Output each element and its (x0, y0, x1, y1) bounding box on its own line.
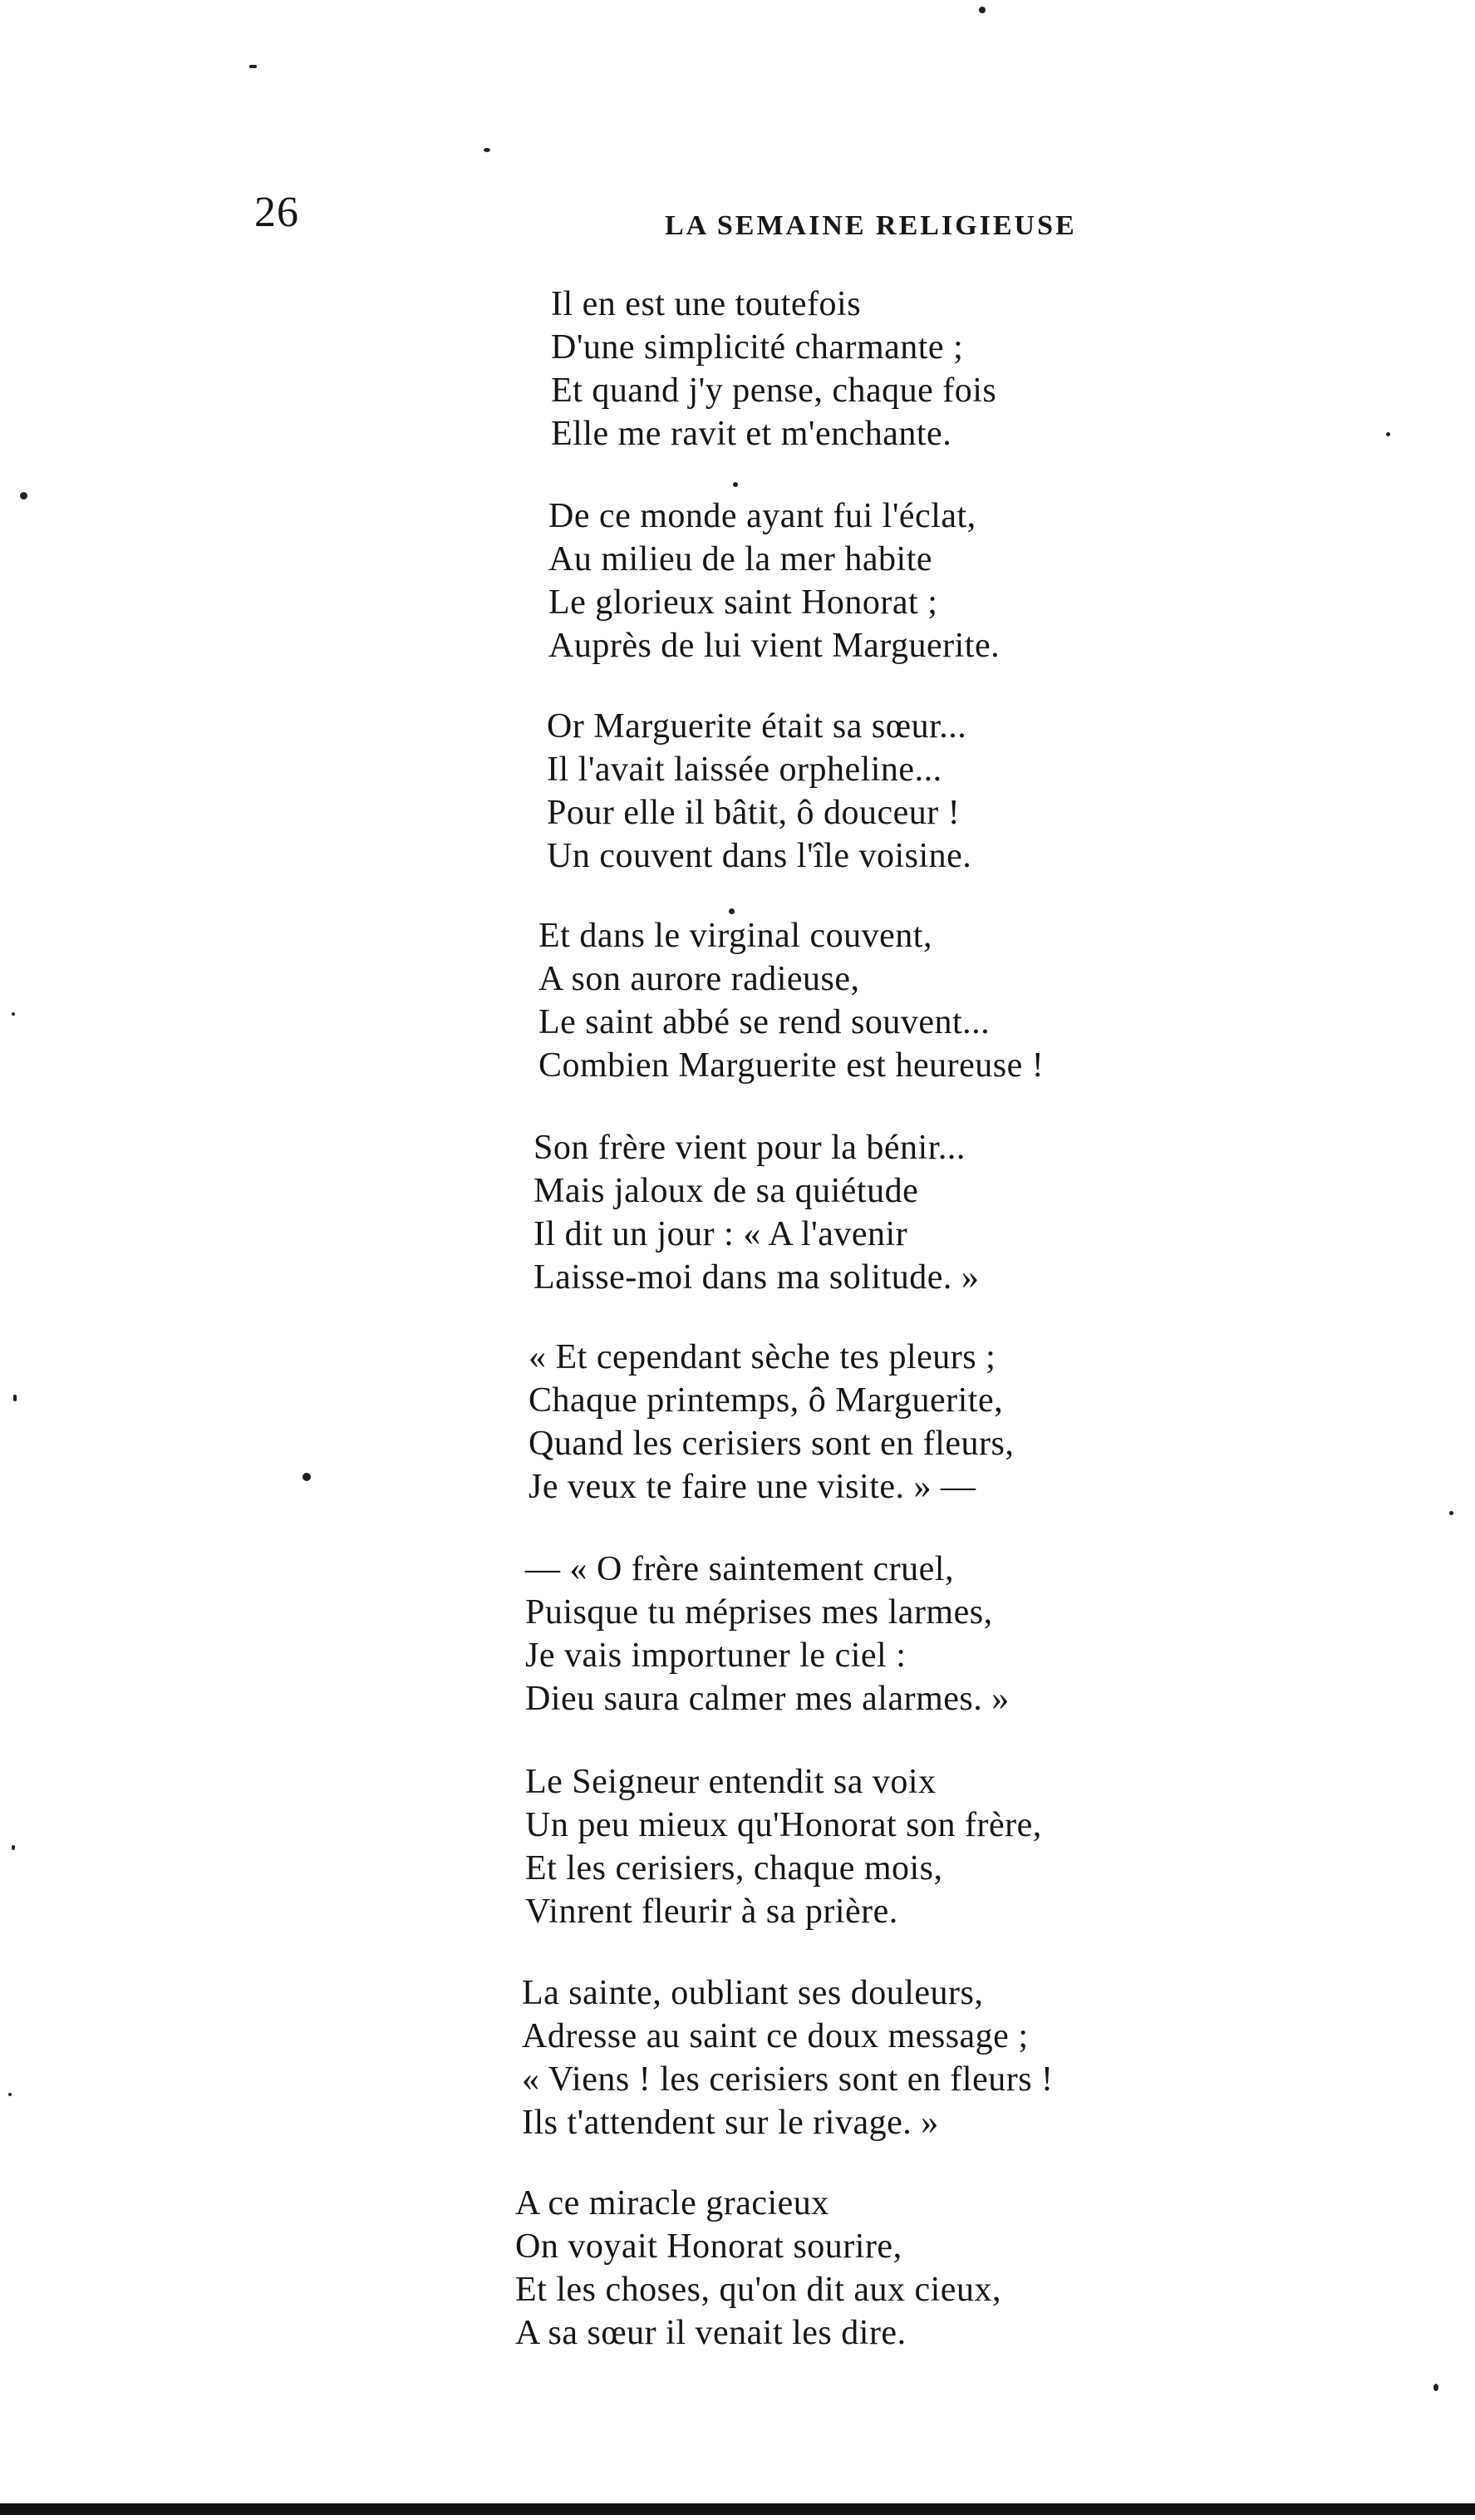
stanza-9 (522, 1971, 1054, 2144)
poem-line: A son aurore radieuse, (538, 960, 860, 998)
poem-line: Il l'avait laissée orpheline... (547, 751, 942, 789)
poem-line: Au milieu de la mer habite (548, 540, 933, 578)
poem-line: Il en est une toutefois (551, 285, 862, 323)
poem-line: Et dans le virginal couvent, (538, 917, 932, 955)
poem-line: Chaque printemps, ô Marguerite, (529, 1381, 1004, 1420)
stanza-6 (529, 1336, 1014, 1509)
poem-line: Le glorieux saint Honorat ; (548, 583, 938, 622)
poem-line: Elle me ravit et m'enchante. (551, 415, 952, 453)
stanza-4 (538, 914, 1044, 1087)
scan-speck (302, 1473, 311, 1481)
poem-line: Or Marguerite était sa sœur... (547, 707, 967, 746)
poem-line: — « O frère saintement cruel, (525, 1550, 954, 1588)
poem-line: Et les cerisiers, chaque mois, (525, 1849, 943, 1888)
poem-line: Quand les cerisiers sont en fleurs, (529, 1425, 1015, 1463)
poem-line: Et quand j'y pense, chaque fois (551, 372, 997, 410)
poem-line: Pour elle il bâtit, ô douceur ! (547, 794, 961, 832)
scan-speck (20, 492, 27, 500)
scan-speck (8, 2093, 12, 2096)
stanza-3 (547, 705, 971, 878)
page-number: 26 (254, 189, 299, 236)
scan-speck (12, 1012, 15, 1016)
scan-speck (1449, 1511, 1453, 1515)
stanza-1 (551, 283, 996, 455)
poem-line: « Viens ! les cerisiers sont en fleurs ! (522, 2060, 1054, 2099)
scan-speck (249, 65, 257, 68)
bottom-edge-bar (0, 2503, 1475, 2515)
scan-speck (484, 148, 490, 152)
poem-line: De ce monde ayant fui l'éclat, (548, 497, 976, 535)
poem-line: Je vais importuner le ciel : (525, 1637, 907, 1675)
poem-line: A sa sœur il venait les dire. (515, 2314, 907, 2352)
poem-line: Le saint abbé se rend souvent... (538, 1003, 991, 1041)
poem-line: Dieu saura calmer mes alarmes. » (525, 1680, 1010, 1718)
poem-line: Vinrent fleurir à sa prière. (525, 1892, 898, 1931)
poem-line: Auprès de lui vient Marguerite. (548, 627, 1001, 665)
scan-speck (733, 482, 738, 487)
poem-line: Mais jaloux de sa quiétude (533, 1172, 919, 1210)
stanza-2 (548, 495, 1000, 667)
poem-line: Ils t'attendent sur le rivage. » (522, 2104, 939, 2142)
scan-speck (979, 7, 986, 13)
poem-line: Je veux te faire une visite. » — (529, 1468, 976, 1506)
poem-line: On voyait Honorat sourire, (515, 2227, 902, 2266)
scan-speck (1433, 2384, 1438, 2391)
poem-line: Il dit un jour : « A l'avenir (533, 1215, 908, 1253)
poem-line: Puisque tu méprises mes larmes, (525, 1593, 993, 1632)
poem-line: Un peu mieux qu'Honorat son frère, (525, 1806, 1042, 1844)
running-head: LA SEMAINE RELIGIEUSE (665, 210, 1077, 241)
stanza-8 (525, 1760, 1042, 1933)
scan-speck (13, 1395, 17, 1401)
poem-line: Et les choses, qu'on dit aux cieux, (515, 2271, 1001, 2309)
poem-line: Le Seigneur entendit sa voix (525, 1763, 937, 1801)
poem-line: A ce miracle gracieux (515, 2184, 829, 2222)
poem-line: Adresse au saint ce doux message ; (522, 2017, 1029, 2055)
poem-line: « Et cependant sèche tes pleurs ; (529, 1338, 996, 1376)
poem-line: La sainte, oubliant ses douleurs, (522, 1974, 984, 2012)
stanza-7 (525, 1548, 1010, 1720)
scan-speck (1386, 432, 1390, 436)
stanza-5 (533, 1126, 979, 1299)
poem-line: Son frère vient pour la bénir... (533, 1129, 966, 1167)
scan-speck (729, 908, 735, 914)
poem-line: D'une simplicité charmante ; (551, 328, 964, 367)
scan-speck (12, 1845, 15, 1850)
stanza-10 (515, 2182, 1001, 2355)
poem-line: Un couvent dans l'île voisine. (547, 837, 972, 875)
poem-line: Combien Marguerite est heureuse ! (538, 1046, 1045, 1085)
poem-line: Laisse-moi dans ma solitude. » (533, 1258, 980, 1297)
